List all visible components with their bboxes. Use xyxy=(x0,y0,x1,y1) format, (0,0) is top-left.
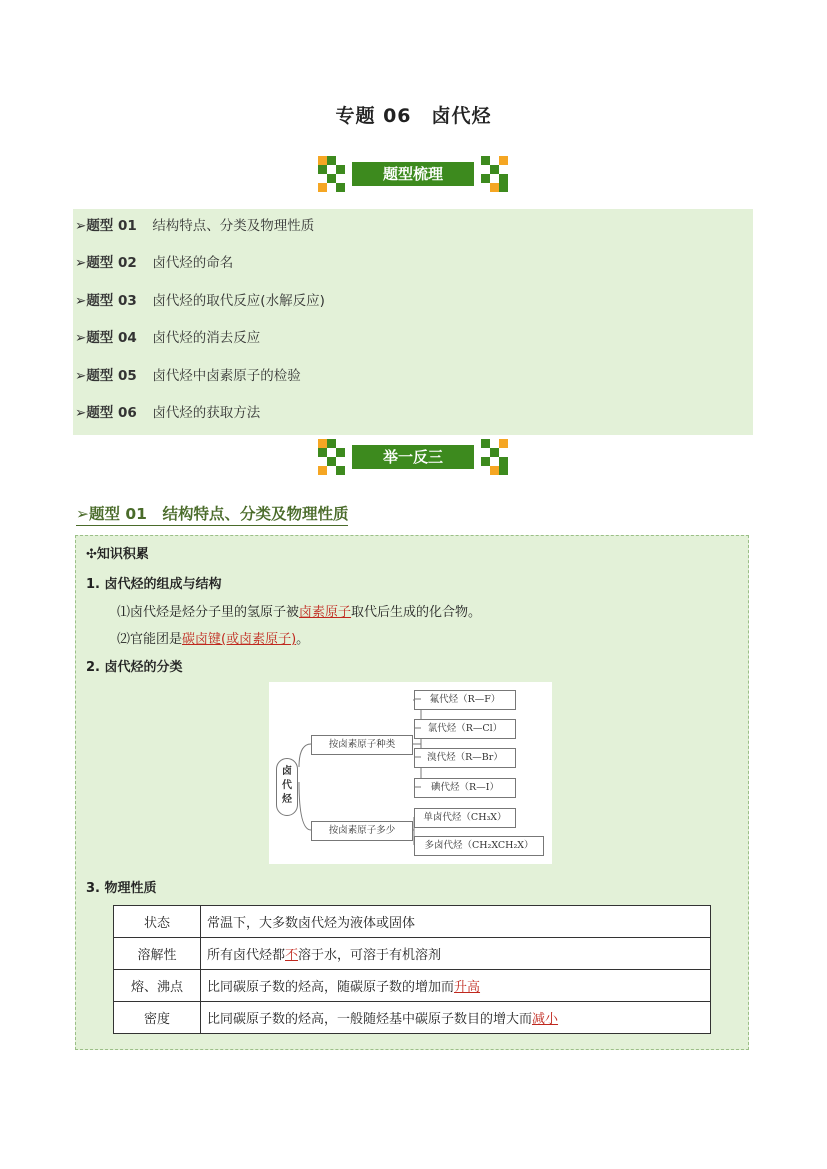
table-cell-value: 常温下，大多数卤代烃为液体或固体 xyxy=(201,906,711,938)
classification-diagram xyxy=(269,682,552,864)
table-cell-value: 比同碳原子数的烃高，一般随烃基中碳原子数目的增大而减小 xyxy=(201,1002,711,1034)
diagram-root: 卤代烃 xyxy=(276,758,298,816)
properties-table xyxy=(113,905,711,1034)
table-cell-key: 熔、沸点 xyxy=(114,970,201,1002)
banner-label: 题型梳理 xyxy=(352,162,474,186)
banner-examples xyxy=(318,439,508,475)
subheading: 3. 物理性质 xyxy=(86,881,157,896)
table-cell-key: 状态 xyxy=(114,906,201,938)
toc-item[interactable]: ➢题型 04 卤代烃的消去反应 xyxy=(75,330,261,346)
table-cell-value: 比同碳原子数的烃高，随碳原子数的增加而升高 xyxy=(201,970,711,1002)
page-title: 专题 06 卤代烃 xyxy=(335,105,492,127)
table-row xyxy=(114,1002,711,1034)
subheading: 1. 卤代烃的组成与结构 xyxy=(86,577,222,592)
diagram-leaf: 氟代烃（R—F） xyxy=(414,690,516,710)
toc-item[interactable]: ➢题型 01 结构特点、分类及物理性质 xyxy=(75,218,315,234)
toc-item[interactable]: ➢题型 03 卤代烃的取代反应(水解反应) xyxy=(75,293,325,309)
diagram-leaf: 氯代烃（R—Cl） xyxy=(414,719,516,739)
diagram-leaf: 碘代烃（R—I） xyxy=(414,778,516,798)
table-cell-key: 溶解性 xyxy=(114,938,201,970)
banner-label: 举一反三 xyxy=(352,445,474,469)
knowledge-label: ✣知识积累 xyxy=(86,547,149,562)
diagram-branch-count: 按卤素原子多少 xyxy=(311,821,413,841)
table-row xyxy=(114,906,711,938)
toc-panel xyxy=(73,209,753,435)
sparkle-icon: ✣ xyxy=(86,547,97,562)
subheading: 2. 卤代烃的分类 xyxy=(86,660,183,675)
table-cell-key: 密度 xyxy=(114,1002,201,1034)
toc-item[interactable]: ➢题型 02 卤代烃的命名 xyxy=(75,255,234,271)
toc-item[interactable]: ➢题型 06 卤代烃的获取方法 xyxy=(75,405,261,421)
paragraph: ⑵官能团是碳卤键(或卤素原子)。 xyxy=(117,632,310,647)
table-cell-value: 所有卤代烃都不溶于水，可溶于有机溶剂 xyxy=(201,938,711,970)
table-row xyxy=(114,970,711,1002)
toc-item[interactable]: ➢题型 05 卤代烃中卤素原子的检验 xyxy=(75,368,301,384)
diagram-leaf: 多卤代烃（CH₂XCH₂X） xyxy=(414,836,544,856)
section-heading[interactable]: ➢题型 01 结构特点、分类及物理性质 xyxy=(76,502,348,526)
diagram-leaf: 溴代烃（R—Br） xyxy=(414,748,516,768)
banner-question-types xyxy=(318,156,508,192)
diagram-branch-type: 按卤素原子种类 xyxy=(311,735,413,755)
table-row xyxy=(114,938,711,970)
diagram-leaf: 单卤代烃（CH₃X） xyxy=(414,808,516,828)
paragraph: ⑴卤代烃是烃分子里的氢原子被卤素原子取代后生成的化合物。 xyxy=(117,605,482,620)
